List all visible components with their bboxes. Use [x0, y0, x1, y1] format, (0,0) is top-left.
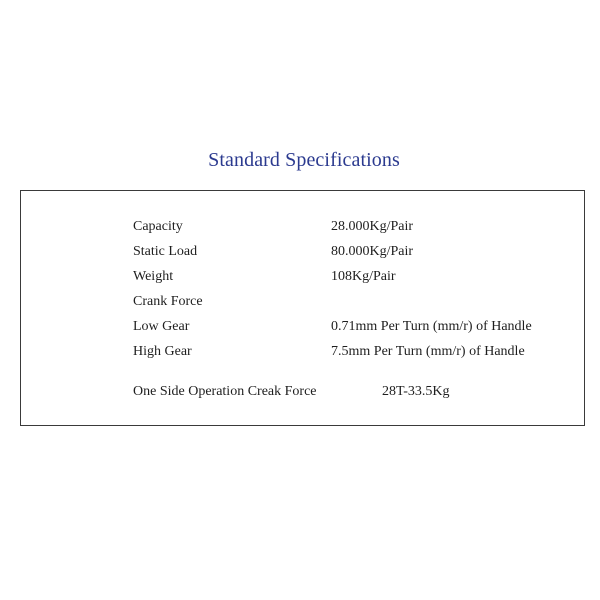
spec-label: Low Gear: [133, 319, 190, 334]
spec-label: Static Load: [133, 244, 198, 259]
spec-label: Crank Force: [133, 294, 203, 309]
spec-value: 80.000Kg/Pair: [331, 244, 414, 259]
spec-value: 28T-33.5Kg: [382, 384, 450, 399]
spec-label: Capacity: [133, 219, 183, 234]
spec-value: 108Kg/Pair: [331, 269, 396, 284]
spec-label: One Side Operation Creak Force: [133, 384, 317, 399]
spec-value: 28.000Kg/Pair: [331, 219, 414, 234]
spec-label: High Gear: [133, 344, 192, 359]
spec-label: Weight: [133, 269, 174, 284]
page-title: Standard Specifications: [208, 149, 400, 171]
spec-value: 0.71mm Per Turn (mm/r) of Handle: [331, 319, 532, 334]
specifications-table: [20, 190, 585, 426]
spec-value: 7.5mm Per Turn (mm/r) of Handle: [331, 344, 525, 359]
